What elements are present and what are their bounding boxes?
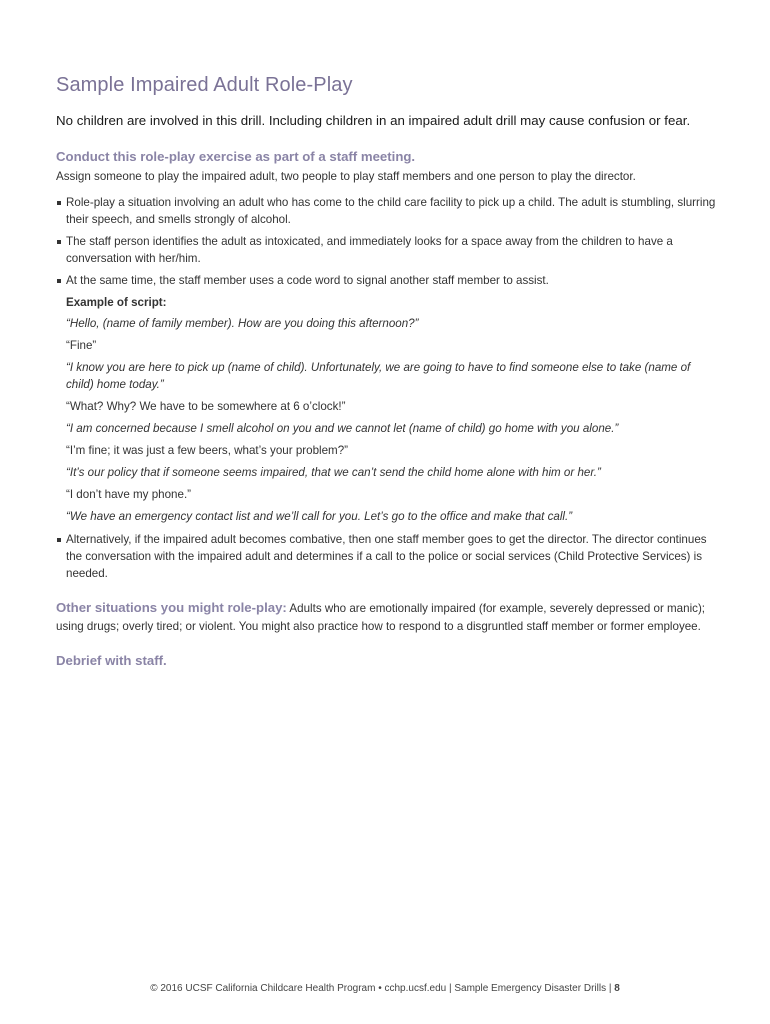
section-heading-conduct: Conduct this role-play exercise as part of a staff meeting. [56,149,416,164]
script-line: “I know you are here to pick up (name of child). Unfortunately, we are going to have to find someone else to take (name of child) home today.” [66,361,691,391]
page-footer [0,983,770,994]
script-line: “Hello, (name of family member). How are you doing this afternoon?” [66,317,419,330]
list-item: At the same time, the staff member uses a code word to signal another staff member to assist. [56,272,720,289]
script-line: “We have an emergency contact list and we’ll call for you. Let’s go to the office and make that call.” [66,510,573,523]
intro-note: No children are involved in this drill. Including children in an impaired adult drill may cause confusion or fear. [56,113,691,128]
instruction-list [56,194,720,289]
list-item: The staff person identifies the adult as intoxicated, and immediately looks for a space away from the children to have a conversation with her/him. [56,233,720,267]
page-number: 8 [614,983,620,994]
footer-text: © 2016 UCSF California Childcare Health Program • cchp.ucsf.edu | Sample Emergency Disaster Drills | [150,983,615,994]
script-line: “I’m fine; it was just a few beers, what’s your problem?” [66,444,349,457]
assign-roles-text: Assign someone to play the impaired adult, two people to play staff members and one person to play the director. [56,170,636,183]
document-page [56,74,720,668]
other-situations-text: Adults who are emotionally impaired (for example, severely depressed or manic); using drugs; overly tired; or violent. You might also practice how to respond to a disgruntled staff member or former employee. [56,602,706,633]
script-line: “Fine” [66,339,97,352]
debrief-heading: Debrief with staff. [56,653,167,668]
script-line: “I don’t have my phone.” [66,488,192,501]
other-situations-label: Other situations you might role-play: [56,600,287,615]
instruction-list-continued [56,531,720,582]
list-item: Role-play a situation involving an adult who has come to the child care facility to pick up a child. The adult is stumbling, slurring their speech, and smells strongly of alcohol. [56,194,720,228]
script-title: Example of script: [66,296,167,309]
script-line: “It’s our policy that if someone seems impaired, that we can’t send the child home alone with him or her.” [66,466,601,479]
example-script [66,294,720,525]
script-line: “What? Why? We have to be somewhere at 6 o’clock!” [66,400,346,413]
list-item: Alternatively, if the impaired adult becomes combative, then one staff member goes to get the director. The director continues the conversation with the impaired adult and determines if a call to the police or social services (Child Protective Services) is needed. [56,531,720,582]
page-title: Sample Impaired Adult Role-Play [56,74,353,96]
script-line: “I am concerned because I smell alcohol on you and we cannot let (name of child) go home with you alone.” [66,422,619,435]
other-situations [56,599,720,636]
